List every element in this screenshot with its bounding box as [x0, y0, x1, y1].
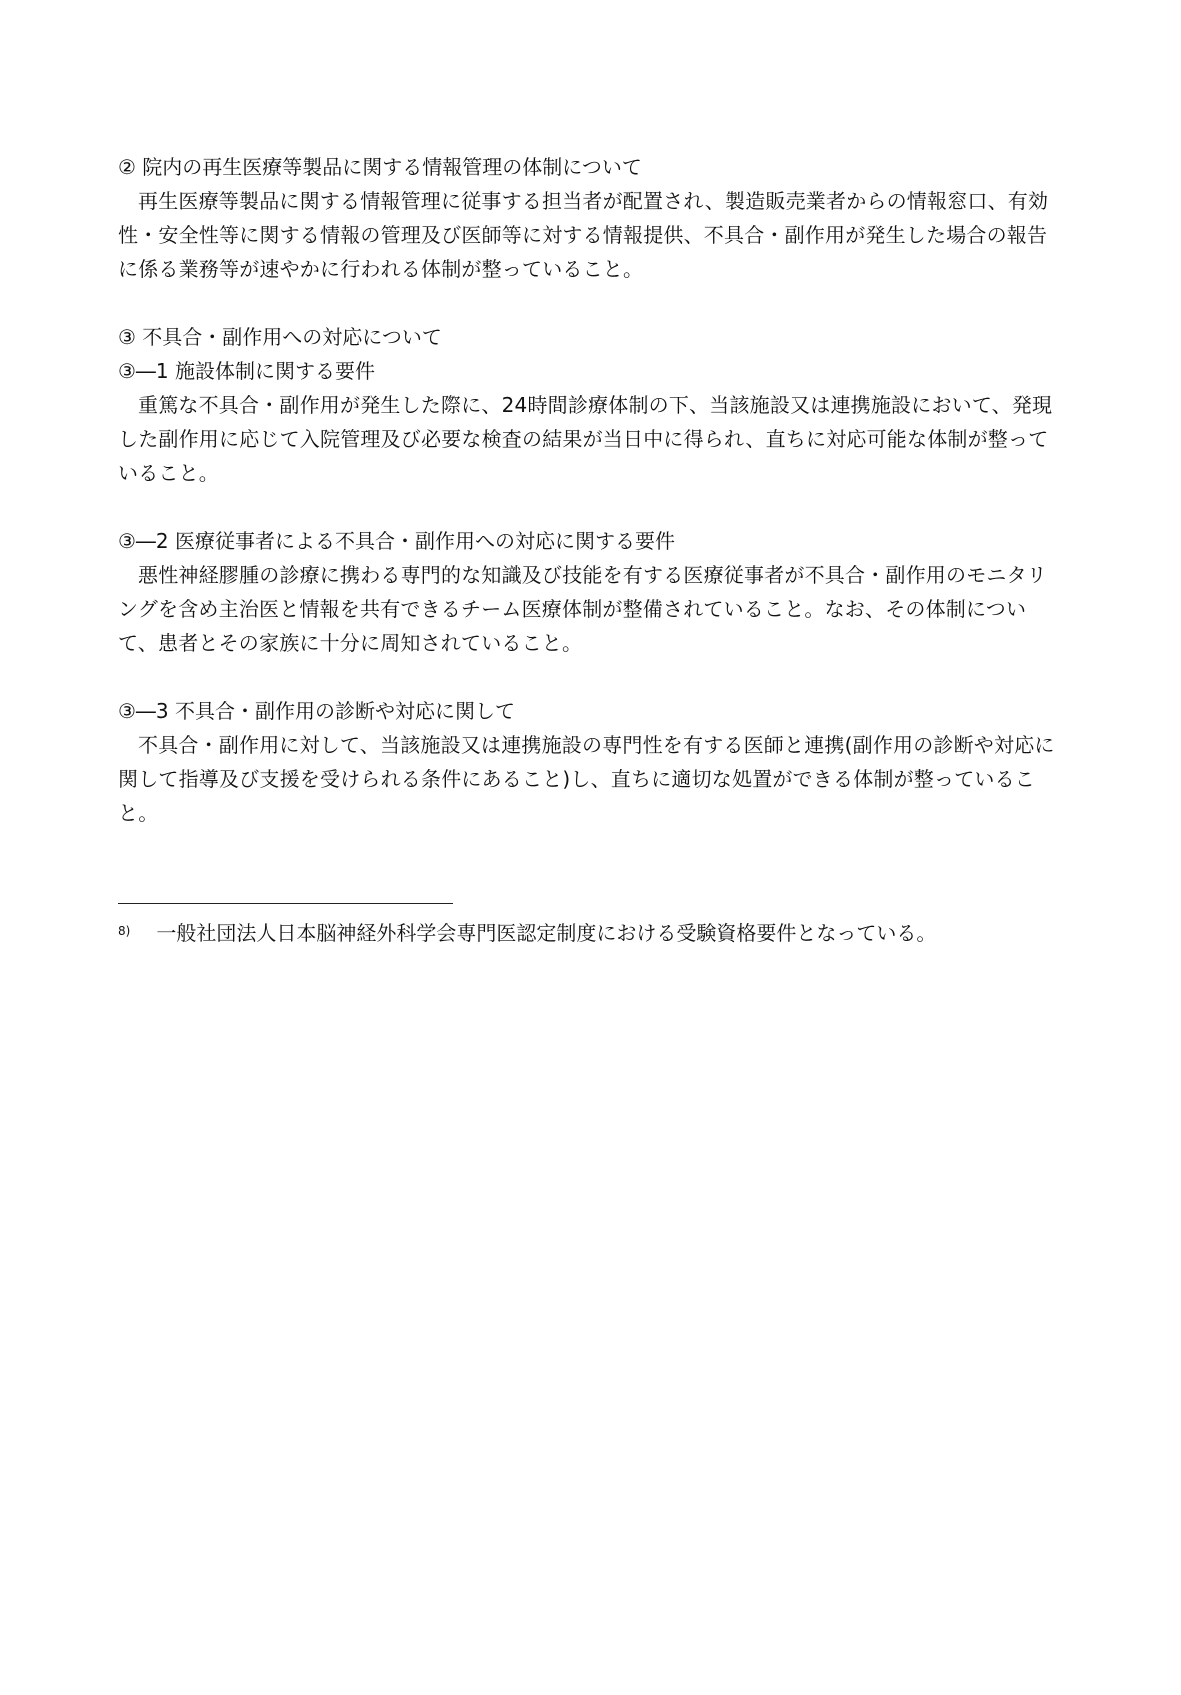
- section-3-3-heading: ③―3 不具合・副作用の診断や対応に関して: [118, 699, 516, 723]
- section-2-heading: ② 院内の再生医療等製品に関する情報管理の体制について: [118, 155, 642, 179]
- footnote-mark: 8): [118, 924, 131, 938]
- footnote: [118, 918, 1066, 948]
- section-3-3-body: 不具合・副作用に対して、当該施設又は連携施設の専門性を有する医師と連携(副作用の診断や対応に関して指導及び支援を受けられる条件にあること)し、直ちに適切な処置ができる体制が整っていること。: [118, 733, 1055, 825]
- section-3-2-body: 悪性神経膠腫の診療に携わる専門的な知識及び技能を有する医療従事者が不具合・副作用のモニタリングを含め主治医と情報を共有できるチーム医療体制が整備されていること。なお、その体制について、患者とその家族に十分に周知されていること。: [118, 563, 1047, 655]
- spacer: [118, 660, 1066, 694]
- section-3-2-heading: ③―2 医療従事者による不具合・副作用への対応に関する要件: [118, 529, 676, 553]
- section-3-1-body: 重篤な不具合・副作用が発生した際に、24時間診療体制の下、当該施設又は連携施設において、発現した副作用に応じて入院管理及び必要な検査の結果が当日中に得られ、直ちに対応可能な体制が整っていること。: [118, 393, 1053, 485]
- section-3-heading: ③ 不具合・副作用への対応について: [118, 325, 442, 349]
- document-content: [118, 150, 1066, 830]
- section-2-body: 再生医療等製品に関する情報管理に従事する担当者が配置され、製造販売業者からの情報窓口、有効性・安全性等に関する情報の管理及び医師等に対する情報提供、不具合・副作用が発生した場合の報告に係る業務等が速やかに行われる体制が整っていること。: [118, 189, 1049, 281]
- footnote-text: 一般社団法人日本脳神経外科学会専門医認定制度における受験資格要件となっている。: [156, 921, 937, 945]
- section-3-1-heading: ③―1 施設体制に関する要件: [118, 359, 376, 383]
- spacer: [118, 286, 1066, 320]
- spacer: [118, 490, 1066, 524]
- footnote-separator: [118, 903, 453, 904]
